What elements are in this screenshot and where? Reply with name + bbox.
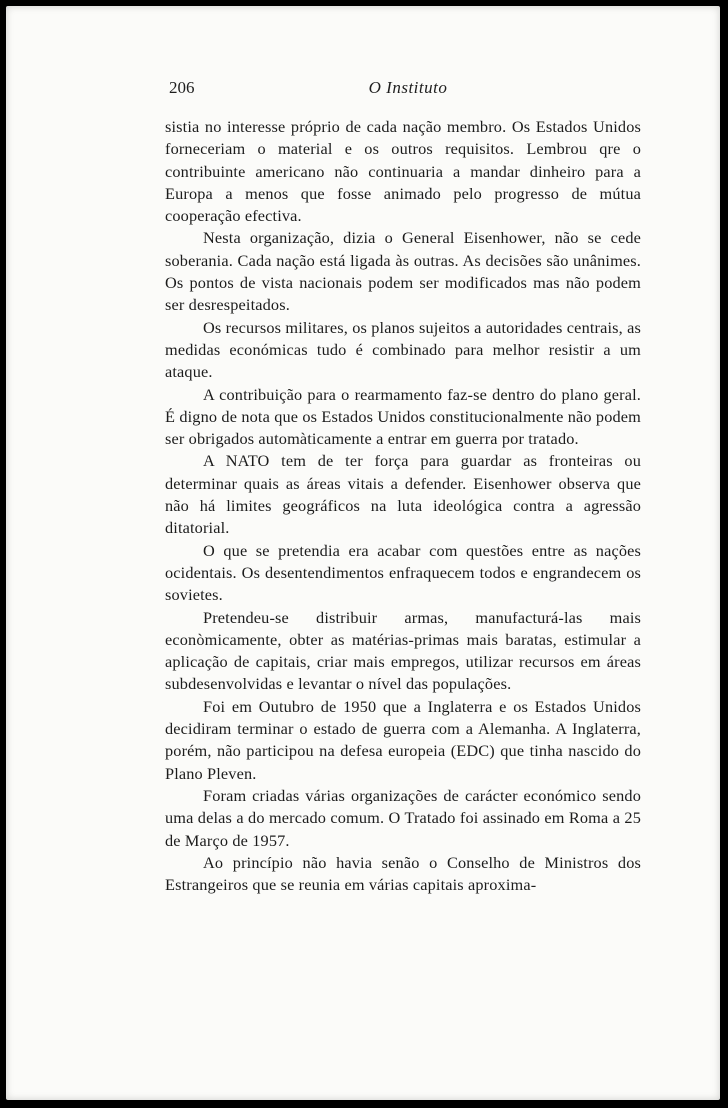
running-title: O Instituto: [368, 78, 448, 97]
body-text: [165, 116, 641, 896]
paragraph: O que se pretendia era acabar com questões entre as nações ocidentais. Os desentendimentos enfraquecem todos e engrandecem os sovietes.: [165, 540, 641, 605]
page-header: [169, 78, 647, 104]
paragraph: Os recursos militares, os planos sujeitos a autoridades centrais, as medidas económicas tudo é combinado para melhor resistir a um ataque.: [165, 317, 641, 382]
paragraph: Pretendeu-se distribuir armas, manufacturá-las mais econòmicamente, obter as matérias-primas mais baratas, estimular a aplicação de capitais, criar mais empregos, utilizar recursos em áreas subdesenvolvidas e levantar o nível das populações.: [165, 607, 641, 694]
paragraph: sistia no interesse próprio de cada nação membro. Os Estados Unidos forneceriam o material e os outros requisitos. Lembrou qre o contribuinte americano não continuaria a mandar dinheiro para a Europa a menos que fosse animado pelo progresso de mútua cooperação efectiva.: [165, 117, 641, 226]
paragraph: Foram criadas várias organizações de carácter económico sendo uma delas a do mercado comum. O Tratado foi assinado em Roma a 25 de Março de 1957.: [165, 785, 641, 850]
paragraph: A NATO tem de ter força para guardar as fronteiras ou determinar quais as áreas vitais a defender. Eisenhower observa que não há limites geográficos na luta ideológica contra a agressão ditatorial.: [165, 451, 641, 538]
paragraph: Ao princípio não havia senão o Conselho de Ministros dos Estrangeiros que se reunia em várias capitais aproxima-: [165, 852, 641, 895]
paragraph: Foi em Outubro de 1950 que a Inglaterra e os Estados Unidos decidiram terminar o estado de guerra com a Alemanha. A Inglaterra, porém, não participou na defesa europeia (EDC) que tinha nascido do Plano Pleven.: [165, 696, 641, 783]
paragraph: A contribuição para o rearmamento faz-se dentro do plano geral. É digno de nota que os Estados Unidos constitucionalmente não podem ser obrigados automàticamente a entrar em guerra por tratado.: [165, 384, 641, 449]
page-number: 206: [169, 78, 195, 97]
paragraph: Nesta organização, dizia o General Eisenhower, não se cede soberania. Cada nação está ligada às outras. As decisões são unânimes. Os pontos de vista nacionais podem ser modificados mas não podem ser desrespeitados.: [165, 228, 641, 315]
